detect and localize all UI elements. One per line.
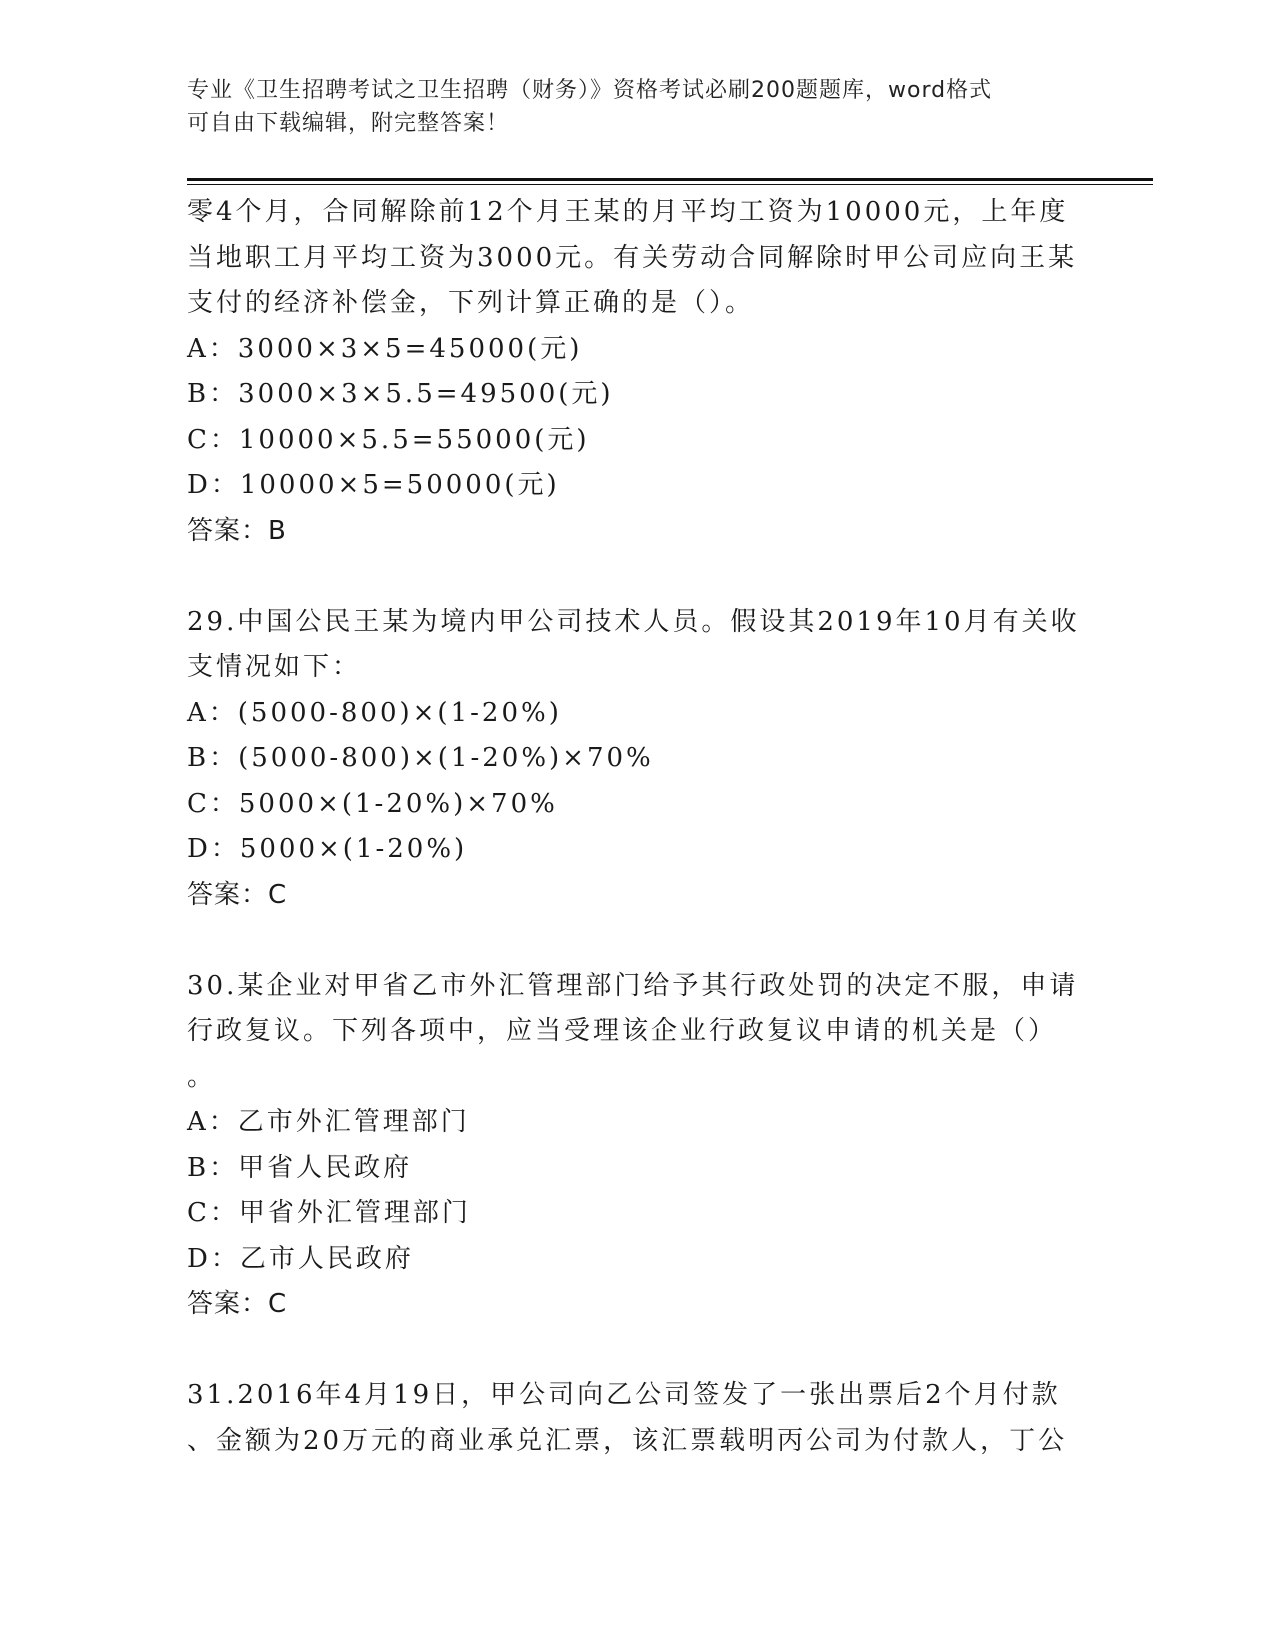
option-b: B：(5000-800)×(1-20%)×70% xyxy=(187,743,654,773)
question-stem-line: 支情况如下： xyxy=(187,652,362,682)
question-stem-line: 。 xyxy=(187,1061,217,1092)
header-title-line-2: 可自由下载编辑，附完整答案！ xyxy=(187,111,510,136)
question-stem-line: 31.2016年4月19日，甲公司向乙公司签发了一张出票后2个月付款 xyxy=(187,1380,1061,1410)
option-d: D：乙市人民政府 xyxy=(187,1243,414,1274)
option-d: D：5000×(1-20%) xyxy=(187,834,468,864)
option-a: A：(5000-800)×(1-20%) xyxy=(187,697,562,728)
question-stem-line: 支付的经济补偿金，下列计算正确的是（）。 xyxy=(187,288,755,318)
header-divider-thick xyxy=(187,178,1153,181)
question-30 xyxy=(187,964,1087,1328)
question-28 xyxy=(187,190,1087,554)
option-a: A：乙市外汇管理部门 xyxy=(187,1107,470,1137)
question-stem-line: 行政复议。下列各项中，应当受理该企业行政复议申请的机关是（） xyxy=(187,1016,1058,1046)
answer-line: 答案：C xyxy=(187,1289,288,1319)
option-c: C：甲省外汇管理部门 xyxy=(187,1198,471,1228)
spacer xyxy=(187,918,1087,964)
question-29 xyxy=(187,600,1087,919)
document-body xyxy=(187,190,1087,1464)
header-title-line-1: 专业《卫生招聘考试之卫生招聘（财务）》资格考试必刷200题题库，word格式 xyxy=(187,78,993,103)
option-b: B：3000×3×5.5=49500(元) xyxy=(187,379,614,409)
spacer xyxy=(187,1328,1087,1374)
answer-line: 答案：C xyxy=(187,879,288,910)
question-stem-line: 当地职工月平均工资为3000元。有关劳动合同解除时甲公司应向王某 xyxy=(187,242,1078,273)
question-stem-line: 30.某企业对甲省乙市外汇管理部门给予其行政处罚的决定不服，申请 xyxy=(187,970,1079,1001)
question-stem-line: 29.中国公民王某为境内甲公司技术人员。假设其2019年10月有关收 xyxy=(187,606,1080,637)
question-stem-line: 、金额为20万元的商业承兑汇票，该汇票载明丙公司为付款人，丁公 xyxy=(187,1425,1068,1456)
document-header xyxy=(187,74,1067,140)
option-b: B：甲省人民政府 xyxy=(187,1152,413,1183)
answer-line: 答案：B xyxy=(187,515,287,546)
option-c: C：5000×(1-20%)×70% xyxy=(187,788,558,819)
question-31 xyxy=(187,1373,1087,1464)
spacer xyxy=(187,554,1087,600)
option-a: A：3000×3×5=45000(元) xyxy=(187,333,583,364)
question-stem-line: 零4个月，合同解除前12个月王某的月平均工资为10000元，上年度 xyxy=(187,197,1069,227)
header-divider-thin xyxy=(187,184,1153,185)
option-d: D：10000×5=50000(元) xyxy=(187,470,560,500)
option-c: C：10000×5.5=55000(元) xyxy=(187,424,590,455)
